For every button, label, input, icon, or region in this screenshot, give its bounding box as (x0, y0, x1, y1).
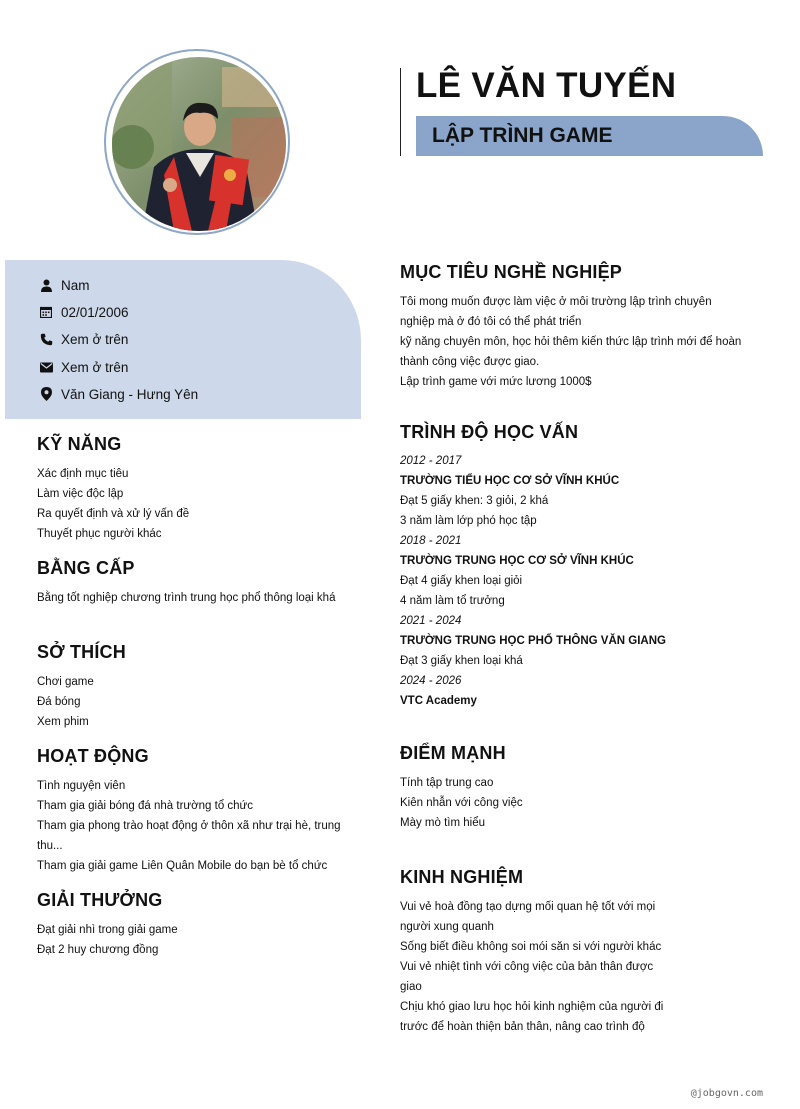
education-school: TRƯỜNG TRUNG HỌC CƠ SỞ VĨNH KHÚC (400, 555, 634, 567)
job-title: LẬP TRÌNH GAME (416, 116, 763, 156)
list-item: Bằng tốt nghiệp chương trình trung học phổ thông loại khá (37, 592, 336, 604)
education-detail: Đạt 5 giấy khen: 3 giỏi, 2 khá (400, 495, 549, 507)
phone-icon (38, 331, 54, 347)
graduate-photo-icon (112, 57, 286, 231)
education-detail: 3 năm làm lớp phó học tập (400, 515, 537, 527)
education-heading: TRÌNH ĐỘ HỌC VẤN (400, 422, 579, 442)
calendar-icon (38, 304, 54, 320)
list-item: Làm việc độc lập (37, 488, 124, 500)
experience-text (400, 897, 770, 1037)
contact-email (38, 357, 128, 377)
watermark: @jobgovn.com (690, 1088, 763, 1099)
list-item: Mày mò tìm hiểu (400, 817, 485, 829)
list-item: Xem phim (37, 716, 89, 728)
education-school: VTC Academy (400, 695, 477, 707)
education-years: 2018 - 2021 (400, 535, 462, 547)
email-value: Xem ở trên (61, 359, 129, 375)
strengths-list (400, 773, 523, 833)
certificates-heading: BẰNG CẤP (37, 558, 135, 578)
education-school: TRƯỜNG TIỂU HỌC CƠ SỞ VĨNH KHÚC (400, 475, 620, 487)
list-item: Tham gia phong trào hoạt động ở thôn xã như trại hè, trung (37, 820, 341, 832)
phone-value: Xem ở trên (61, 331, 129, 347)
certificates-list (37, 588, 335, 608)
education-detail: Đạt 4 giấy khen loại giỏi (400, 575, 523, 587)
birthday-value: 02/01/2006 (61, 304, 129, 320)
objective-heading: MỤC TIÊU NGHỀ NGHIỆP (400, 262, 623, 282)
contact-birthday (38, 302, 129, 322)
skills-heading: KỸ NĂNG (37, 434, 122, 454)
skills-list (37, 464, 189, 544)
contact-phone (38, 329, 128, 349)
gender-value: Nam (61, 277, 90, 293)
list-item: Tham gia giải bóng đá nhà trường tổ chức (37, 800, 254, 812)
text-line: Chịu khó giao lưu học hỏi kinh nghiệm của người đi (400, 1001, 664, 1013)
text-line: Lập trình game với mức lương 1000$ (400, 376, 592, 388)
avatar (112, 57, 286, 231)
map-pin-icon (38, 386, 54, 402)
list-item: Xác định mục tiêu (37, 468, 129, 480)
text-line: Vui vẻ hoà đồng tạo dựng mối quan hệ tốt với mọi (400, 901, 656, 913)
contact-address (38, 384, 198, 404)
list-item: Đạt giải nhì trong giải game (37, 924, 178, 936)
text-line: nghiệp mà ở đó tôi có thể phát triển (400, 316, 582, 328)
education-years: 2012 - 2017 (400, 455, 462, 467)
text-line: giao (400, 981, 422, 993)
education-school: TRƯỜNG TRUNG HỌC PHỔ THÔNG VĂN GIANG (400, 635, 666, 647)
awards-heading: GIẢI THƯỞNG (37, 890, 163, 910)
education-detail: 4 năm làm tổ trưởng (400, 595, 505, 607)
strengths-heading: ĐIỂM MẠNH (400, 743, 506, 763)
education-list (400, 451, 770, 711)
candidate-name: LÊ VĂN TUYẾN (416, 66, 677, 105)
objective-text (400, 292, 770, 392)
list-item: Tình nguyện viên (37, 780, 126, 792)
contact-gender (38, 275, 90, 295)
activities-list (37, 776, 341, 876)
mail-icon (38, 359, 54, 375)
name-divider (400, 68, 401, 156)
hobbies-list (37, 672, 94, 732)
text-line: Sống biết điều không soi mói săn si với người khác (400, 941, 662, 953)
text-line: trước để hoàn thiện bản thân, nâng cao trình độ (400, 1021, 645, 1033)
address-value: Văn Giang - Hưng Yên (61, 386, 199, 402)
list-item: Chơi game (37, 676, 94, 688)
education-years: 2021 - 2024 (400, 615, 462, 627)
list-item: Ra quyết định và xử lý vấn đề (37, 508, 190, 520)
list-item: thu... (37, 840, 63, 852)
hobbies-heading: SỞ THÍCH (37, 642, 126, 662)
list-item: Đá bóng (37, 696, 81, 708)
awards-list (37, 920, 178, 960)
list-item: Tính tập trung cao (400, 777, 494, 789)
list-item: Thuyết phục người khác (37, 528, 162, 540)
experience-heading: KINH NGHIỆM (400, 867, 524, 887)
text-line: thành công việc được giao. (400, 356, 540, 368)
list-item: Tham gia giải game Liên Quân Mobile do bạn bè tổ chức (37, 860, 328, 872)
activities-heading: HOẠT ĐỘNG (37, 746, 149, 766)
education-years: 2024 - 2026 (400, 675, 462, 687)
education-detail: Đạt 3 giấy khen loại khá (400, 655, 523, 667)
text-line: Vui vẻ nhiệt tình với công việc của bản thân được (400, 961, 654, 973)
list-item: Kiên nhẫn với công việc (400, 797, 523, 809)
list-item: Đạt 2 huy chương đồng (37, 944, 159, 956)
person-icon (38, 277, 54, 293)
text-line: kỹ năng chuyên môn, học hỏi thêm kiến thức lập trình mới để hoàn (400, 336, 742, 348)
text-line: Tôi mong muốn được làm việc ở môi trường lập trình chuyên (400, 296, 712, 308)
text-line: người xung quanh (400, 921, 494, 933)
